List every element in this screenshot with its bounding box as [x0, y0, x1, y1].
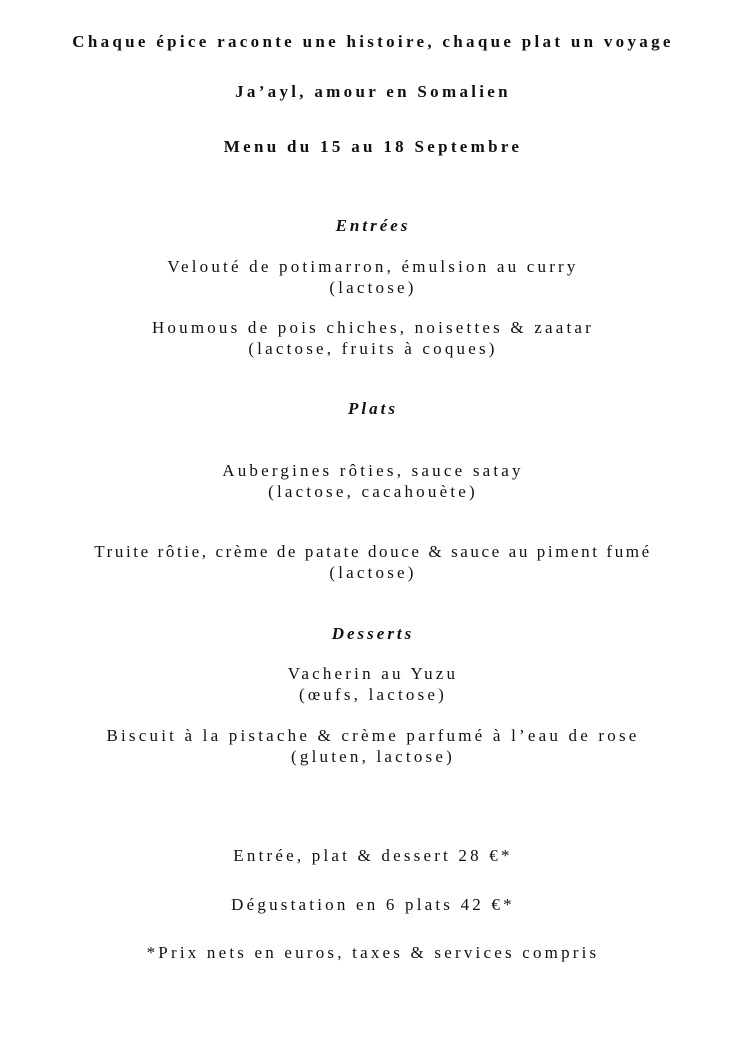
dish-name: Biscuit à la pistache & crème parfumé à l’eau de rose — [106, 726, 640, 745]
price-formula: Entrée, plat & dessert 28 €* — [233, 846, 513, 865]
restaurant-name: Ja’ayl, amour en Somalien — [235, 82, 511, 101]
dish-allergens: (œufs, lactose) — [298, 685, 448, 704]
dish-allergens: (lactose, fruits à coques) — [248, 339, 498, 358]
dish-allergens: (lactose, cacahouète) — [268, 482, 478, 501]
dish-allergens: (lactose) — [329, 278, 417, 297]
dish-name: Aubergines rôties, sauce satay — [222, 461, 524, 480]
dish-name: Velouté de potimarron, émulsion au curry — [167, 257, 579, 276]
menu-dates: Menu du 15 au 18 Septembre — [223, 137, 523, 156]
dish-allergens: (lactose) — [329, 563, 417, 582]
dish-name: Houmous de pois chiches, noisettes & zaatar — [151, 318, 595, 337]
dish-allergens: (gluten, lactose) — [291, 747, 455, 766]
dish-name: Vacherin au Yuzu — [287, 664, 459, 683]
dish-name: Truite rôtie, crème de patate douce & sauce au piment fumé — [94, 542, 652, 561]
price-tasting: Dégustation en 6 plats 42 €* — [231, 895, 515, 914]
price-note: *Prix nets en euros, taxes & services compris — [146, 943, 600, 962]
section-title-entrees: Entrées — [335, 216, 411, 235]
menu-tagline: Chaque épice raconte une histoire, chaque plat un voyage — [72, 32, 674, 51]
section-title-plats: Plats — [348, 399, 398, 418]
section-title-desserts: Desserts — [331, 624, 415, 643]
